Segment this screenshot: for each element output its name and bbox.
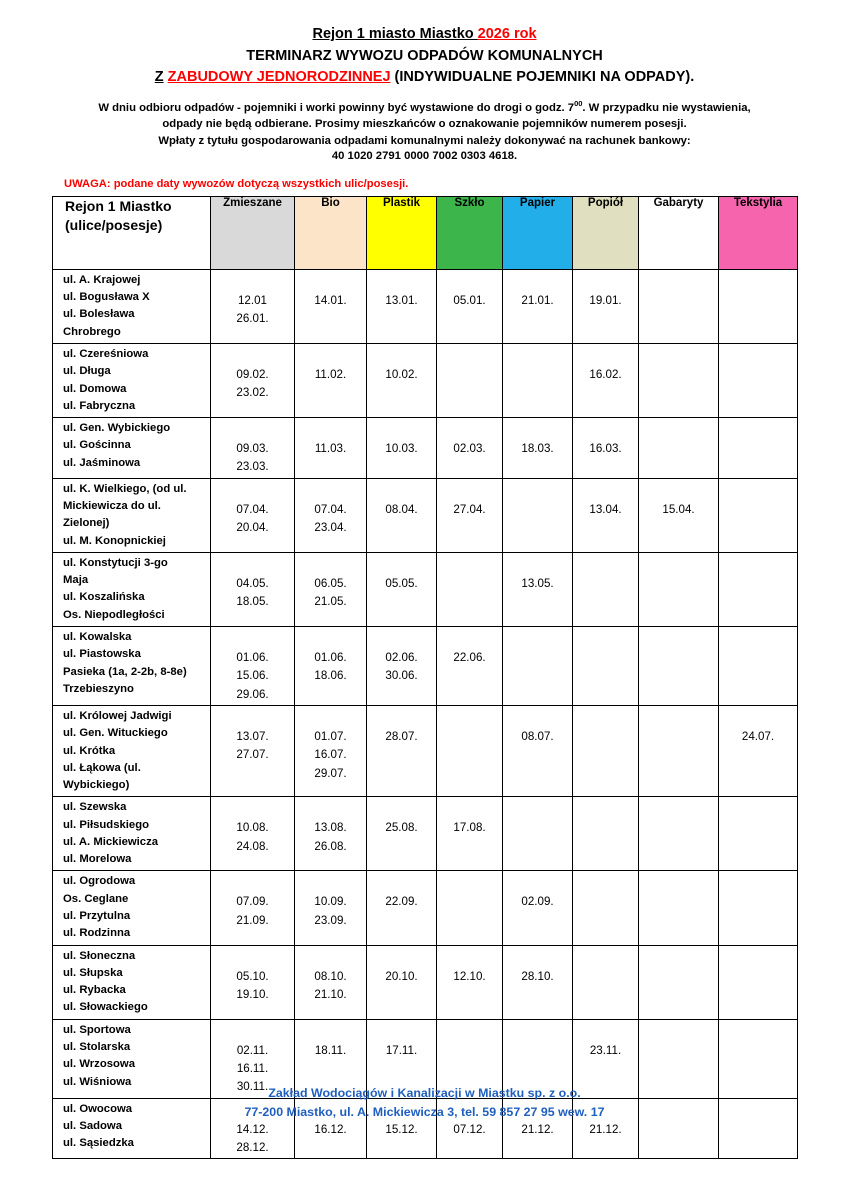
date-cell-szklo <box>437 418 503 479</box>
street-name: ul. Rodzinna <box>63 927 131 940</box>
street-name: ul. Domowa <box>63 382 127 395</box>
pickup-date: 29.07. <box>314 766 347 780</box>
pickup-date: 05.05. <box>385 576 418 590</box>
street-name: Wybickiego) <box>63 779 130 792</box>
street-list-cell <box>53 1019 211 1098</box>
street-name: ul. Długa <box>63 365 111 378</box>
pickup-date: 10.09. <box>314 895 347 909</box>
street-list-cell <box>53 797 211 871</box>
street-name: ul. Sportowa <box>63 1023 131 1036</box>
street-name: Pasieka (1a, 2-2b, 8-8e) <box>63 665 187 678</box>
street-name: Zielonej) <box>63 517 110 530</box>
pickup-date: 21.12. <box>521 1122 554 1136</box>
street-name: ul. Słupska <box>63 966 123 979</box>
date-cell-popiol <box>573 552 639 626</box>
pickup-date: 23.11. <box>589 1043 622 1057</box>
date-cell-szklo <box>437 627 503 706</box>
street-name: ul. Czereśniowa <box>63 348 149 361</box>
pickup-date: 27.07. <box>236 748 269 762</box>
pickup-date: 22.06. <box>453 651 486 665</box>
pickup-date: 02.11. <box>236 1043 269 1057</box>
pickup-date: 30.11. <box>236 1080 269 1094</box>
pickup-date: 17.08. <box>453 821 486 835</box>
pickup-date: 16.11. <box>236 1062 269 1076</box>
date-cell-popiol <box>573 705 639 796</box>
pickup-date: 02.03. <box>453 442 486 456</box>
pickup-date: 28.07. <box>385 729 418 743</box>
street-name: ul. Krótka <box>63 744 116 757</box>
pickup-date: 23.04. <box>314 521 347 535</box>
pickup-date: 09.02. <box>236 368 269 382</box>
street-name: ul. Łąkowa (ul. <box>63 761 141 774</box>
page-subtitle-2 <box>52 69 797 85</box>
date-cell-papier <box>503 344 573 418</box>
pickup-date: 24.08. <box>236 839 269 853</box>
subtitle-building-type: ZABUDOWY JEDNORODZINNEJ <box>167 69 391 85</box>
region-header-line-2: (ulice/posesje) <box>65 216 163 233</box>
date-cell-bio <box>295 269 367 343</box>
date-cell-szklo <box>437 269 503 343</box>
pickup-date: 19.10. <box>236 987 269 1001</box>
date-cell-papier <box>503 871 573 945</box>
pickup-date: 07.04. <box>314 502 347 516</box>
pickup-date: 07.09. <box>236 895 269 909</box>
table-row <box>53 418 798 479</box>
street-list-cell <box>53 871 211 945</box>
date-cell-zmieszane <box>211 269 295 343</box>
date-cell-gabaryty <box>639 269 719 343</box>
street-list-cell <box>53 945 211 1019</box>
pickup-date: 24.07. <box>741 729 775 743</box>
street-name: ul. Piłsudskiego <box>63 818 150 831</box>
date-cell-plastik <box>367 1098 437 1159</box>
pickup-date: 15.12. <box>385 1122 418 1136</box>
pickup-date: 10.08. <box>236 821 269 835</box>
pickup-date: 17.11. <box>385 1043 418 1057</box>
date-cell-popiol <box>573 627 639 706</box>
table-row <box>53 552 798 626</box>
pickup-date: 08.10. <box>314 969 347 983</box>
street-name: ul. Fabryczna <box>63 399 136 412</box>
date-cell-zmieszane <box>211 1098 295 1159</box>
street-name: ul. Gen. Wituckiego <box>63 727 168 740</box>
street-name: ul. Stolarska <box>63 1041 131 1054</box>
table-row <box>53 1098 798 1159</box>
date-cell-tekstylia <box>719 344 798 418</box>
table-body <box>53 269 798 1158</box>
pickup-date: 05.01. <box>453 293 486 307</box>
date-cell-bio <box>295 1019 367 1098</box>
date-cell-tekstylia <box>719 871 798 945</box>
date-cell-tekstylia <box>719 1098 798 1159</box>
pickup-date: 16.07. <box>314 748 347 762</box>
pickup-date: 14.12. <box>236 1122 269 1136</box>
table-row <box>53 344 798 418</box>
column-header-zmieszane: Zmieszane <box>211 196 295 269</box>
date-cell-papier <box>503 945 573 1019</box>
date-cell-bio <box>295 871 367 945</box>
pickup-date: 15.06. <box>236 669 269 683</box>
pickup-date: 22.09. <box>385 895 418 909</box>
date-cell-szklo <box>437 797 503 871</box>
pickup-date: 25.08. <box>385 821 418 835</box>
date-cell-zmieszane <box>211 705 295 796</box>
street-name: ul. Konstytucji 3-go <box>63 556 168 569</box>
pickup-date: 12.01 <box>237 293 267 307</box>
street-name: ul. Rybacka <box>63 984 126 997</box>
street-name: ul. Szewska <box>63 801 127 814</box>
pickup-date: 28.12. <box>236 1140 269 1154</box>
note-line-3: Wpłaty z tytułu gospodarowania odpadami komunalnymi należy dokonywać na rachunek bankowy: <box>158 134 691 147</box>
date-cell-tekstylia <box>719 627 798 706</box>
pickup-date: 08.04. <box>385 502 418 516</box>
pickup-date: 11.03. <box>314 442 347 456</box>
street-name: Os. Niepodległości <box>63 608 165 621</box>
note-line-1: W dniu odbioru odpadów - pojemniki i worki powinny być wystawione do drogi o godz. 7 <box>98 101 575 114</box>
date-cell-papier <box>503 478 573 552</box>
pickup-date: 12.10. <box>453 969 486 983</box>
pickup-date: 23.03. <box>236 460 269 474</box>
date-cell-popiol <box>573 1098 639 1159</box>
date-cell-szklo <box>437 344 503 418</box>
street-name: Maja <box>63 574 89 587</box>
date-cell-szklo <box>437 945 503 1019</box>
date-cell-szklo <box>437 552 503 626</box>
warning-text: UWAGA: podane daty wywozów dotyczą wszystkich ulic/posesji. <box>64 177 409 190</box>
date-cell-popiol <box>573 269 639 343</box>
date-cell-zmieszane <box>211 418 295 479</box>
date-cell-plastik <box>367 418 437 479</box>
column-header-plastik: Plastik <box>367 196 437 269</box>
date-cell-popiol <box>573 1019 639 1098</box>
pickup-date: 21.12. <box>589 1122 622 1136</box>
pickup-date: 13.04. <box>589 502 622 516</box>
pickup-date: 23.02. <box>236 386 269 400</box>
table-row <box>53 627 798 706</box>
street-name: Mickiewicza do ul. <box>63 500 161 513</box>
street-name: ul. K. Wielkiego, (od ul. <box>63 482 187 495</box>
pickup-date: 11.02. <box>314 368 347 382</box>
pickup-date: 13.01. <box>385 293 418 307</box>
street-list-cell <box>53 269 211 343</box>
street-name: Os. Ceglane <box>63 892 129 905</box>
date-cell-plastik <box>367 797 437 871</box>
pickup-date: 26.08. <box>314 839 347 853</box>
date-cell-bio <box>295 552 367 626</box>
date-cell-szklo <box>437 871 503 945</box>
street-name: ul. Sąsiedzka <box>63 1137 134 1150</box>
pickup-date: 13.08. <box>314 821 347 835</box>
street-name: ul. Królowej Jadwigi <box>63 709 172 722</box>
street-name: ul. Ogrodowa <box>63 875 136 888</box>
street-list-cell <box>53 627 211 706</box>
street-list-cell <box>53 705 211 796</box>
date-cell-popiol <box>573 478 639 552</box>
page-title-region: Rejon 1 miasto Miastko <box>312 26 478 42</box>
date-cell-bio <box>295 1098 367 1159</box>
column-header-tekstylia: Tekstylia <box>719 196 798 269</box>
date-cell-gabaryty <box>639 1019 719 1098</box>
subtitle-z: Z <box>154 69 164 85</box>
pickup-date: 26.01. <box>236 312 269 326</box>
date-cell-papier <box>503 269 573 343</box>
pickup-date: 21.09. <box>236 913 269 927</box>
street-name: Chrobrego <box>63 325 121 338</box>
street-name: ul. Owocowa <box>63 1102 133 1115</box>
pickup-date: 23.09. <box>314 913 347 927</box>
pickup-date: 20.10. <box>385 969 418 983</box>
pickup-date: 21.01. <box>521 293 554 307</box>
date-cell-plastik <box>367 1019 437 1098</box>
street-list-cell <box>53 418 211 479</box>
date-cell-bio <box>295 797 367 871</box>
date-cell-gabaryty <box>639 1098 719 1159</box>
street-name: Trzebieszyno <box>63 682 134 695</box>
date-cell-plastik <box>367 552 437 626</box>
pickup-date: 18.03. <box>521 442 554 456</box>
pickup-date: 29.06. <box>236 687 269 701</box>
page-title-year: 2026 rok <box>477 26 537 42</box>
date-cell-gabaryty <box>639 478 719 552</box>
date-cell-zmieszane <box>211 797 295 871</box>
column-header-popiol: Popiół <box>573 196 639 269</box>
page-subtitle: TERMINARZ WYWOZU ODPADÓW KOMUNALNYCH <box>246 48 603 64</box>
pickup-date: 02.09. <box>521 895 554 909</box>
pickup-date: 16.03. <box>589 442 622 456</box>
date-cell-papier <box>503 797 573 871</box>
date-cell-plastik <box>367 478 437 552</box>
page-title <box>52 26 797 42</box>
pickup-date: 30.06. <box>385 669 418 683</box>
date-cell-plastik <box>367 945 437 1019</box>
street-name: ul. Słoneczna <box>63 949 136 962</box>
pickup-date: 08.07. <box>521 729 554 743</box>
street-name: ul. Jaśminowa <box>63 456 141 469</box>
date-cell-tekstylia <box>719 552 798 626</box>
date-cell-papier <box>503 1098 573 1159</box>
date-cell-bio <box>295 418 367 479</box>
subtitle-rest: (INDYWIDUALNE POJEMNIKI NA ODPADY). <box>390 69 695 85</box>
street-name: ul. Koszalińska <box>63 591 145 604</box>
date-cell-tekstylia <box>719 1019 798 1098</box>
date-cell-zmieszane <box>211 478 295 552</box>
date-cell-papier <box>503 418 573 479</box>
date-cell-papier <box>503 1019 573 1098</box>
date-cell-tekstylia <box>719 797 798 871</box>
street-name: ul. Sadowa <box>63 1119 123 1132</box>
pickup-date: 27.04. <box>453 502 486 516</box>
pickup-date: 04.05. <box>236 576 269 590</box>
pickup-date: 13.07. <box>236 729 269 743</box>
pickup-date: 18.05. <box>236 595 269 609</box>
pickup-date: 18.11. <box>314 1043 347 1057</box>
pickup-date: 09.03. <box>236 442 269 456</box>
street-name: ul. A. Krajowej <box>63 273 141 286</box>
street-list-cell <box>53 1098 211 1159</box>
pickup-date: 14.01. <box>314 293 347 307</box>
street-name: ul. Gen. Wybickiego <box>63 422 171 435</box>
pickup-date: 21.05. <box>314 595 347 609</box>
date-cell-popiol <box>573 418 639 479</box>
date-cell-plastik <box>367 705 437 796</box>
column-header-szklo: Szkło <box>437 196 503 269</box>
street-list-cell <box>53 478 211 552</box>
street-list-cell <box>53 552 211 626</box>
date-cell-zmieszane <box>211 552 295 626</box>
pickup-date: 19.01. <box>589 293 622 307</box>
table-row <box>53 945 798 1019</box>
pickup-date: 18.06. <box>314 669 347 683</box>
table-row <box>53 797 798 871</box>
date-cell-bio <box>295 344 367 418</box>
street-name: ul. Słowackiego <box>63 1001 148 1014</box>
pickup-date: 07.04. <box>236 502 269 516</box>
schedule-table <box>52 196 798 1159</box>
table-row <box>53 871 798 945</box>
date-cell-plastik <box>367 627 437 706</box>
pickup-date: 01.07. <box>314 729 347 743</box>
table-header-row <box>53 196 798 269</box>
bank-account-number: 40 1020 2791 0000 7002 0303 4618. <box>331 149 518 162</box>
column-header-papier: Papier <box>503 196 573 269</box>
date-cell-szklo <box>437 705 503 796</box>
pickup-date: 20.04. <box>236 521 269 535</box>
street-name: ul. Piastowska <box>63 648 141 661</box>
date-cell-gabaryty <box>639 945 719 1019</box>
date-cell-plastik <box>367 871 437 945</box>
column-header-gabaryty: Gabaryty <box>639 196 719 269</box>
date-cell-bio <box>295 945 367 1019</box>
pickup-date: 05.10. <box>236 969 269 983</box>
pickup-date: 16.12. <box>314 1122 347 1136</box>
date-cell-popiol <box>573 344 639 418</box>
date-cell-zmieszane <box>211 344 295 418</box>
pickup-date: 21.10. <box>314 987 347 1001</box>
region-header-line-1: Rejon 1 Miastko <box>65 197 172 214</box>
street-name: ul. A. Mickiewicza <box>63 835 159 848</box>
street-name: ul. Bogusława X <box>63 291 150 304</box>
table-row <box>53 478 798 552</box>
footer-company: Zakład Wodociągów i Kanalizacji w Miastku sp. z o.o. <box>268 1085 581 1100</box>
instructions-note <box>58 99 791 149</box>
date-cell-tekstylia <box>719 705 798 796</box>
pickup-date: 28.10. <box>521 969 554 983</box>
date-cell-zmieszane <box>211 945 295 1019</box>
note-line-2: odpady nie będą odbierane. Prosimy mieszkańców o oznakowanie pojemników numerem posesji. <box>162 118 687 131</box>
date-cell-szklo <box>437 1019 503 1098</box>
table-row <box>53 705 798 796</box>
pickup-date: 10.02. <box>385 368 418 382</box>
column-header-bio: Bio <box>295 196 367 269</box>
date-cell-gabaryty <box>639 552 719 626</box>
pickup-date: 13.05. <box>521 576 554 590</box>
date-cell-plastik <box>367 269 437 343</box>
date-cell-bio <box>295 627 367 706</box>
street-list-cell <box>53 344 211 418</box>
date-cell-tekstylia <box>719 269 798 343</box>
region-header-cell <box>53 196 211 269</box>
date-cell-papier <box>503 552 573 626</box>
date-cell-papier <box>503 705 573 796</box>
street-name: ul. Wrzosowa <box>63 1058 135 1071</box>
note-line-1-cont: . W przypadku nie wystawienia, <box>582 101 751 114</box>
pickup-date: 10.03. <box>385 442 418 456</box>
pickup-date: 07.12. <box>453 1122 486 1136</box>
pickup-date: 01.06. <box>236 651 269 665</box>
date-cell-szklo <box>437 1098 503 1159</box>
street-name: ul. Bolesława <box>63 308 135 321</box>
date-cell-zmieszane <box>211 1019 295 1098</box>
date-cell-popiol <box>573 797 639 871</box>
date-cell-tekstylia <box>719 945 798 1019</box>
pickup-date: 01.06. <box>314 651 347 665</box>
table-row <box>53 1019 798 1098</box>
date-cell-bio <box>295 478 367 552</box>
date-cell-popiol <box>573 945 639 1019</box>
street-name: ul. Morelowa <box>63 853 132 866</box>
date-cell-gabaryty <box>639 871 719 945</box>
table-header <box>53 196 798 269</box>
street-name: ul. Przytulna <box>63 910 131 923</box>
date-cell-szklo <box>437 478 503 552</box>
pickup-date: 06.05. <box>314 576 347 590</box>
street-name: ul. Kowalska <box>63 631 132 644</box>
date-cell-tekstylia <box>719 418 798 479</box>
pickup-date: 15.04. <box>662 502 695 516</box>
date-cell-gabaryty <box>639 418 719 479</box>
footer-address: 77-200 Miastko, ul. A. Mickiewicza 3, tel. 59 857 27 95 wew. 17 <box>244 1104 605 1119</box>
date-cell-plastik <box>367 344 437 418</box>
street-name: ul. M. Konopnickiej <box>63 534 166 547</box>
date-cell-gabaryty <box>639 797 719 871</box>
table-row <box>53 269 798 343</box>
street-name: ul. Wiśniowa <box>63 1075 132 1088</box>
date-cell-papier <box>503 627 573 706</box>
date-cell-bio <box>295 705 367 796</box>
date-cell-gabaryty <box>639 344 719 418</box>
pickup-date: 02.06. <box>385 651 418 665</box>
pickup-date: 16.02. <box>589 368 622 382</box>
note-hour-superscript: 00 <box>574 99 583 108</box>
date-cell-gabaryty <box>639 627 719 706</box>
date-cell-popiol <box>573 871 639 945</box>
date-cell-zmieszane <box>211 871 295 945</box>
date-cell-tekstylia <box>719 478 798 552</box>
street-name: ul. Gościnna <box>63 439 131 452</box>
date-cell-zmieszane <box>211 627 295 706</box>
date-cell-gabaryty <box>639 705 719 796</box>
